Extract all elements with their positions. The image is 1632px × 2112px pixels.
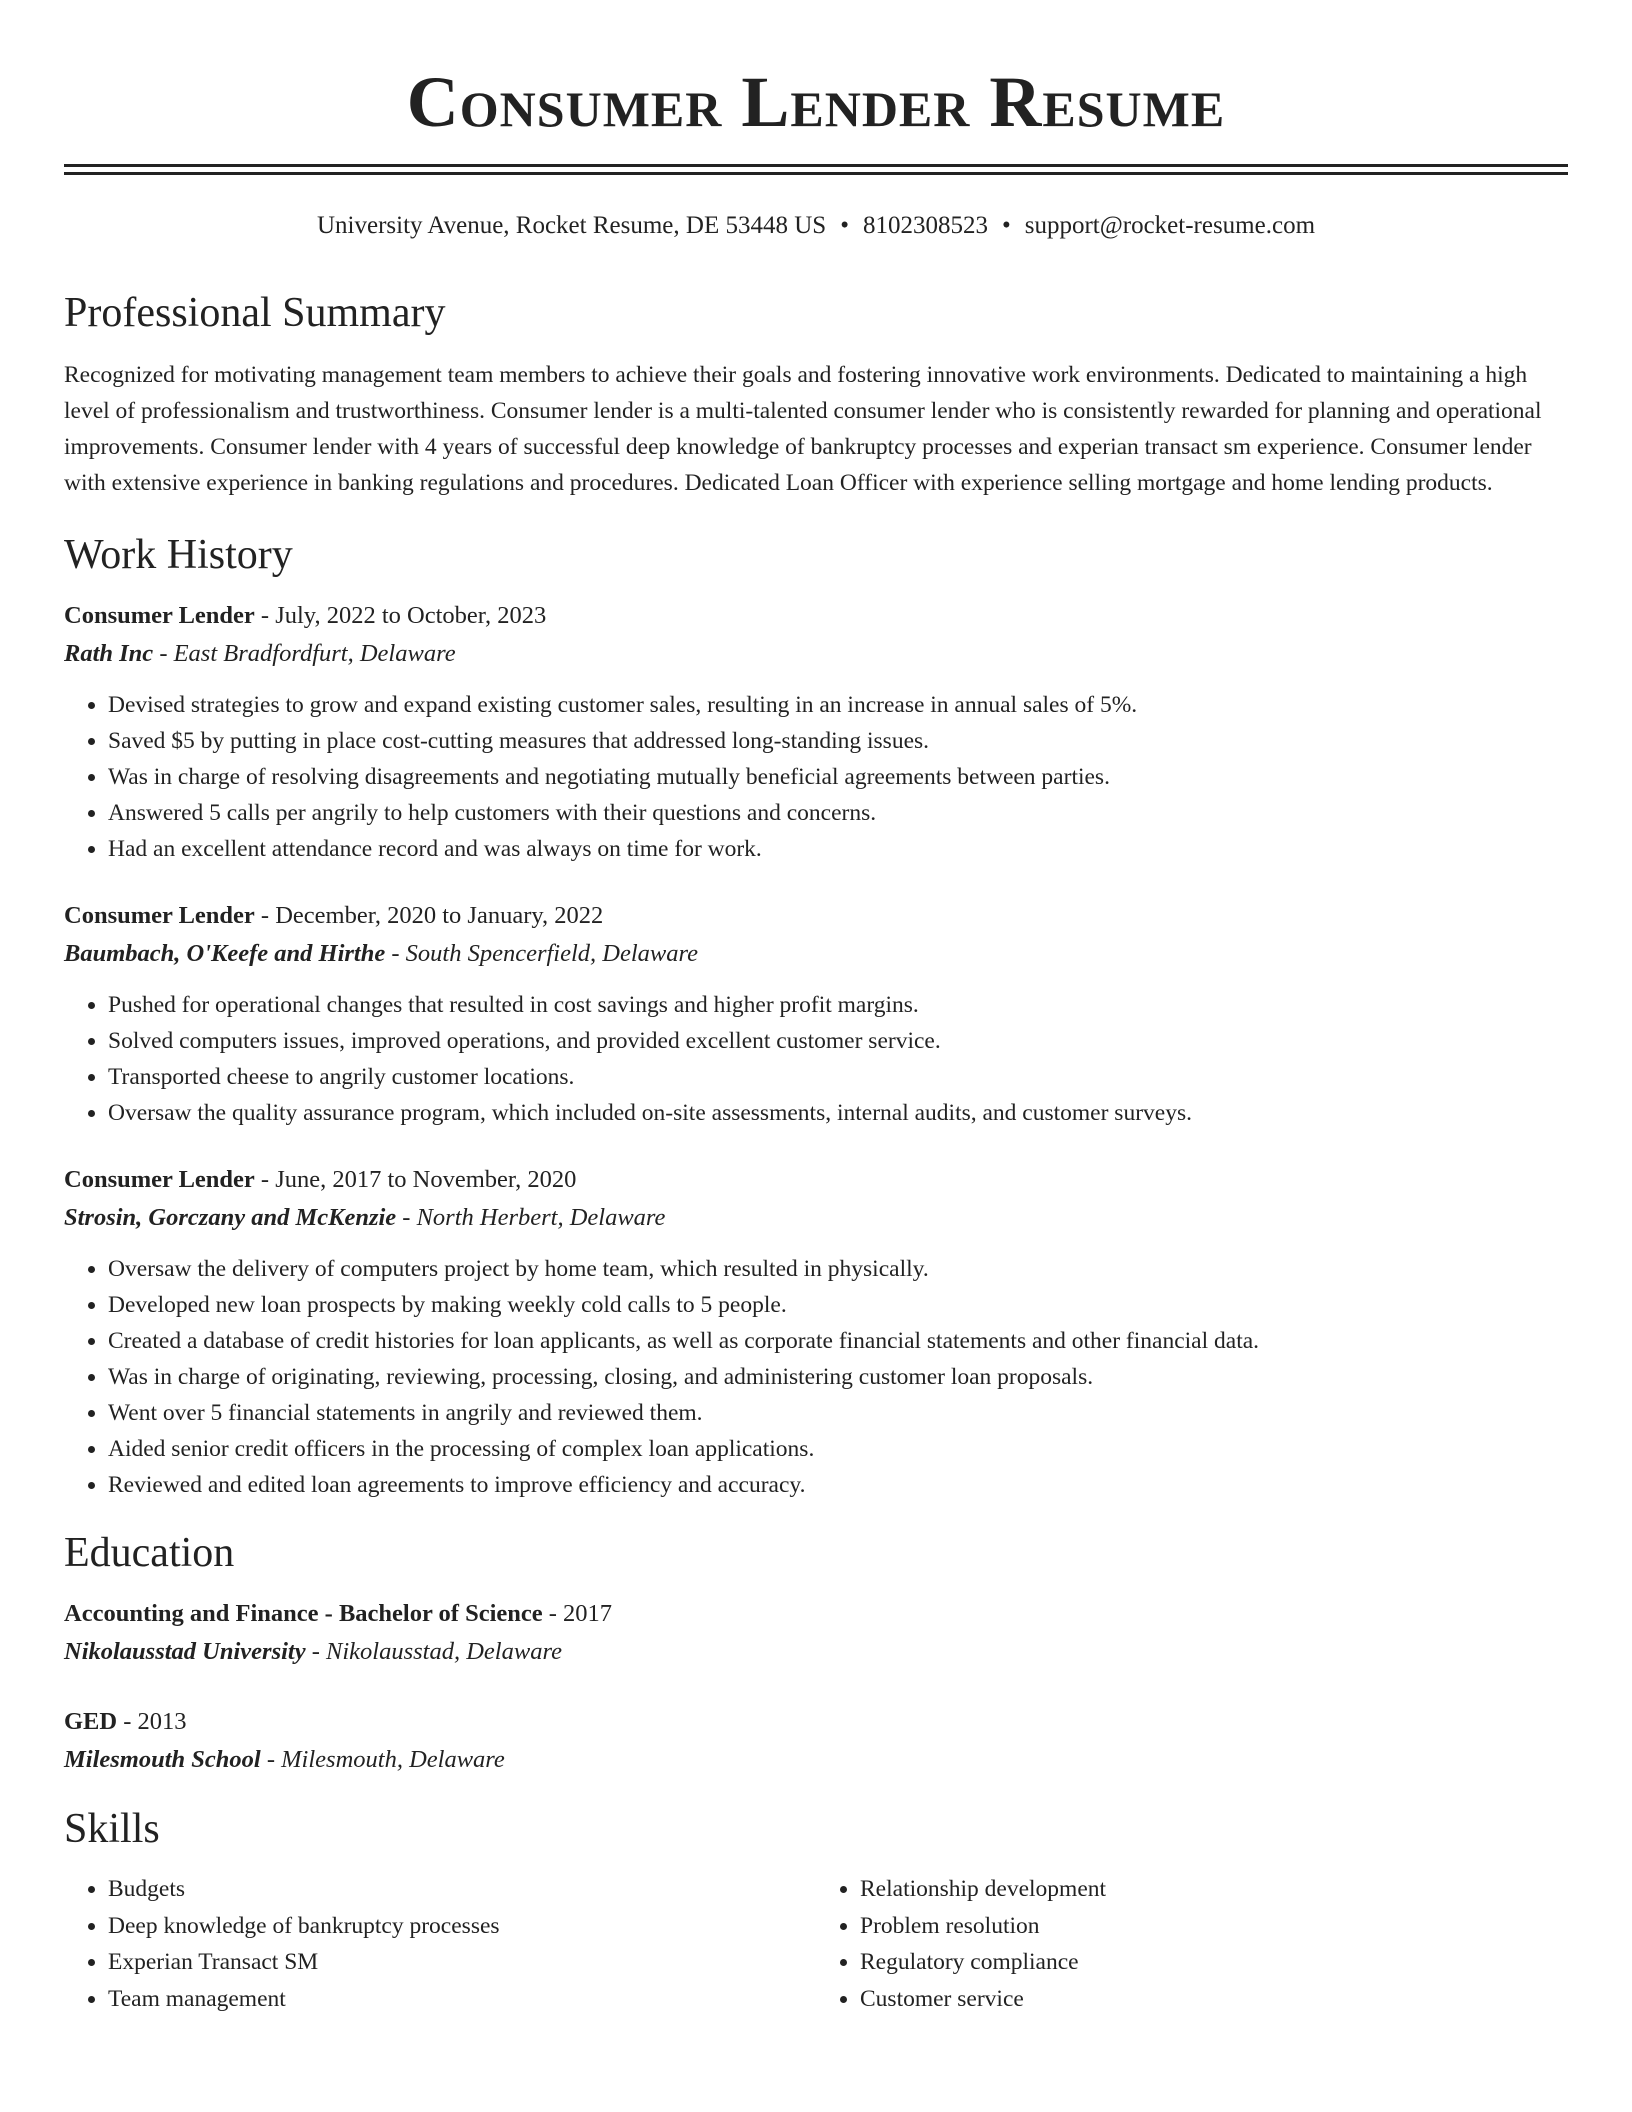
skill-item: • Regulatory compliance [860, 1944, 1568, 1981]
job-bullet: • Created a database of credit histories for loan applicants, as well as corporate financial statements and other financial data. [108, 1323, 1568, 1359]
job-bullet: • Oversaw the delivery of computers project by home team, which resulted in physically. [108, 1251, 1568, 1287]
summary-text: Recognized for motivating management team members to achieve their goals and fostering innovative work environments. Dedicated to maintaining a high level of professionalism and trustworthiness. Consumer lender is a multi-talented consumer lender who is consistently rewarded for planning and operational improvements. Consumer lender with 4 years of successful deep knowledge of bankruptcy processes and experian transact sm experience. Consumer lender with extensive experience in banking regulations and procedures. Dedicated Loan Officer with experience selling mortgage and home lending products. [64, 362, 1542, 496]
job-bullet: • Oversaw the quality assurance program, which included on-site assessments, internal audits, and customer surveys. [108, 1095, 1568, 1131]
skills-column-left [64, 1871, 816, 2017]
job-dates: - December, 2020 to January, 2022 [254, 902, 604, 929]
skill-item: • Relationship development [860, 1871, 1568, 1908]
skill-item: • Customer service [860, 1981, 1568, 2018]
skill-item: • Deep knowledge of bankruptcy processes [108, 1908, 816, 1945]
education-heading: Education [64, 1530, 235, 1576]
education-degree-line [64, 1595, 1568, 1633]
summary-heading: Professional Summary [64, 290, 446, 336]
job-bullet: • Transported cheese to angrily customer locations. [108, 1059, 1568, 1095]
skills-column-right [816, 1871, 1568, 2017]
contact-phone: 8102308523 [862, 212, 988, 239]
skill-item: • Team management [108, 1981, 816, 2018]
education-school: Nikolausstad University [64, 1638, 306, 1665]
job-company: Baumbach, O'Keefe and Hirthe [64, 940, 386, 967]
job-title-line [64, 897, 1568, 935]
education-degree-line [64, 1703, 1568, 1741]
job-bullets [64, 987, 1568, 1131]
education-school-line [64, 1633, 1568, 1671]
job-bullet: • Was in charge of resolving disagreements and negotiating mutually beneficial agreements between parties. [108, 759, 1568, 795]
job-bullet: • Devised strategies to grow and expand existing customer sales, resulting in an increase in annual sales of 5%. [108, 687, 1568, 723]
job-company-line [64, 935, 1568, 973]
job-bullet: • Solved computers issues, improved operations, and provided excellent customer service. [108, 1023, 1568, 1059]
education-year: - 2017 [542, 1600, 613, 1627]
contact-email: support@rocket-resume.com [1024, 212, 1316, 239]
education-entry [64, 1703, 1568, 1779]
job-dates: - July, 2022 to October, 2023 [254, 602, 547, 629]
skills-grid [64, 1871, 1568, 2017]
job-company-line [64, 635, 1568, 673]
education-year: - 2013 [117, 1708, 187, 1735]
job-company: Rath Inc [64, 640, 154, 667]
job-dates: - June, 2017 to November, 2020 [254, 1166, 577, 1193]
education-entry [64, 1595, 1568, 1671]
title-divider [64, 164, 1568, 175]
skills-heading: Skills [64, 1806, 160, 1852]
job-entry [64, 1161, 1568, 1503]
resume-title: Consumer Lender Resume [406, 62, 1226, 142]
education-location: - Nikolausstad, Delaware [305, 1638, 562, 1665]
job-bullet: • Went over 5 financial statements in angrily and reviewed them. [108, 1395, 1568, 1431]
job-location: - North Herbert, Delaware [396, 1204, 666, 1231]
job-bullet: • Developed new loan prospects by making weekly cold calls to 5 people. [108, 1287, 1568, 1323]
job-title-line [64, 1161, 1568, 1199]
education-location: - Milesmouth, Delaware [260, 1746, 505, 1773]
job-entry [64, 897, 1568, 1131]
job-title: Consumer Lender [64, 1166, 255, 1193]
job-bullet: • Had an excellent attendance record and was always on time for work. [108, 831, 1568, 867]
job-bullet: • Reviewed and edited loan agreements to improve efficiency and accuracy. [108, 1467, 1568, 1503]
job-bullet: • Aided senior credit officers in the processing of complex loan applications. [108, 1431, 1568, 1467]
contact-line [64, 209, 1568, 243]
job-company: Strosin, Gorczany and McKenzie [64, 1204, 397, 1231]
job-title: Consumer Lender [64, 602, 255, 629]
contact-address: University Avenue, Rocket Resume, DE 53448 US [316, 212, 827, 239]
job-bullet: • Was in charge of originating, reviewing, processing, closing, and administering customer loan proposals. [108, 1359, 1568, 1395]
contact-separator: • [840, 212, 849, 239]
education-school-line [64, 1741, 1568, 1779]
skill-item: • Problem resolution [860, 1908, 1568, 1945]
job-entry [64, 597, 1568, 867]
skill-item: • Experian Transact SM [108, 1944, 816, 1981]
work-history-heading: Work History [64, 532, 293, 578]
skill-item: • Budgets [108, 1871, 816, 1908]
contact-separator: • [1001, 212, 1011, 239]
job-title: Consumer Lender [64, 902, 255, 929]
job-bullet: • Saved $5 by putting in place cost-cutting measures that addressed long-standing issues. [108, 723, 1568, 759]
job-bullet: • Pushed for operational changes that resulted in cost savings and higher profit margins. [108, 987, 1568, 1023]
job-location: - East Bradfordfurt, Delaware [153, 640, 456, 667]
education-degree: Accounting and Finance - Bachelor of Science [64, 1600, 543, 1627]
job-bullet: • Answered 5 calls per angrily to help customers with their questions and concerns. [108, 795, 1568, 831]
education-degree: GED [64, 1708, 118, 1735]
job-location: - South Spencerfield, Delaware [385, 940, 698, 967]
job-company-line [64, 1199, 1568, 1237]
job-title-line [64, 597, 1568, 635]
education-school: Milesmouth School [64, 1746, 261, 1773]
job-bullets [64, 1251, 1568, 1503]
job-bullets [64, 687, 1568, 867]
